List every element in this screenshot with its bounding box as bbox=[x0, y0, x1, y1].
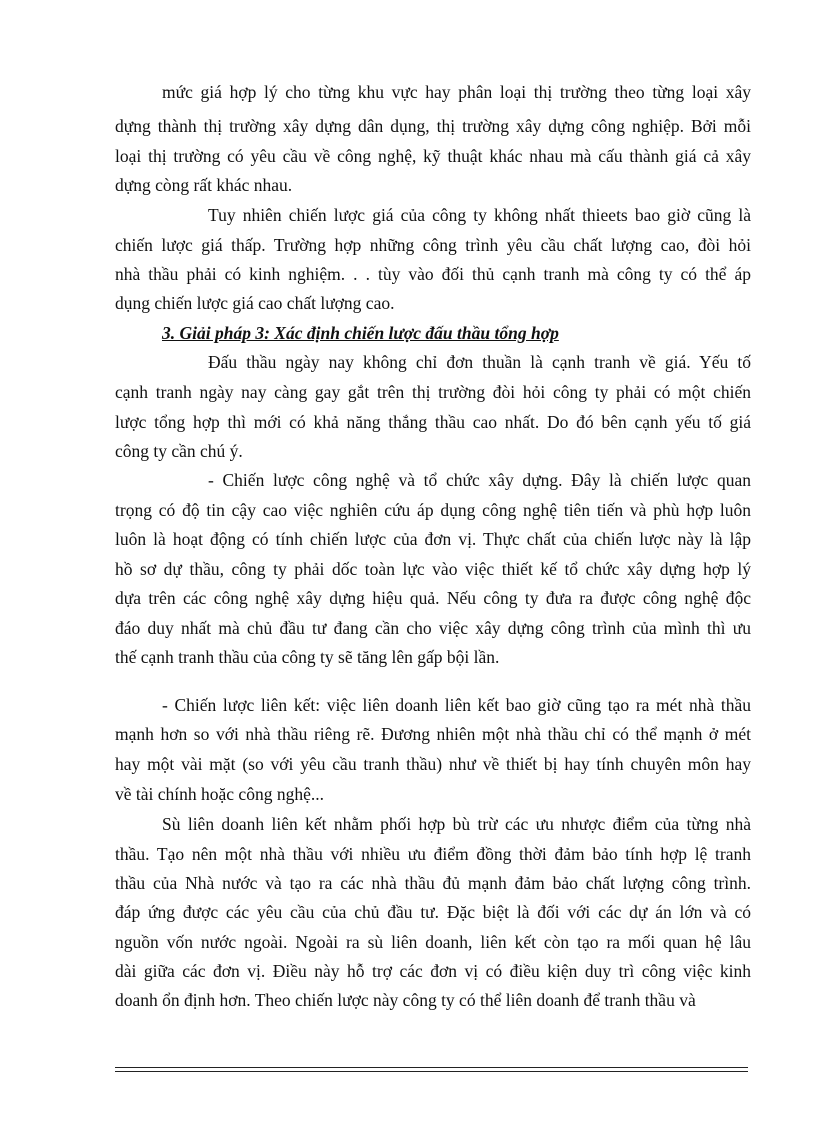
footer-rule bbox=[115, 1067, 748, 1068]
body-line: hay một vài mặt (so với yêu cầu tranh thầu) như về thiết bị hay tính chuyên môn hay bbox=[115, 754, 751, 774]
body-line: dựa trên các công nghệ xây dựng hiệu quả. Nếu công ty đưa ra được công nghệ độc bbox=[115, 588, 751, 608]
body-line: thế cạnh tranh thầu của công ty sẽ tăng lên gấp bội lần. bbox=[115, 647, 500, 667]
body-line: chiến lược giá thấp. Trường hợp những công trình yêu cầu chất lượng cao, đòi hỏi bbox=[115, 235, 751, 255]
body-line: thầu của Nhà nước và tạo ra các nhà thầu đủ mạnh đảm bảo chất lượng công trình. bbox=[115, 873, 751, 893]
footer-rule bbox=[115, 1071, 748, 1072]
body-line: dụng chiến lược giá cao chất lượng cao. bbox=[115, 293, 395, 313]
body-line: hồ sơ dự thầu, công ty phải dốc toàn lực vào việc thiết kế tổ chức xây dựng hợp lý bbox=[115, 559, 751, 579]
body-line: lược tổng hợp thì mới có khả năng thắng thầu cao nhất. Do đó bên cạnh yếu tố giá bbox=[115, 412, 751, 432]
body-line: Đấu thầu ngày nay không chỉ đơn thuần là cạnh tranh về giá. Yếu tố bbox=[208, 352, 751, 372]
body-line: nguồn vốn nước ngoài. Ngoài ra sù liên doanh, liên kết còn tạo ra mối quan hệ lâu bbox=[115, 932, 751, 952]
body-line: dựng còng rất khác nhau. bbox=[115, 175, 293, 195]
body-line: dài giữa các đơn vị. Điều này hỗ trợ các đơn vị có điều kiện duy trì công việc kinh bbox=[115, 961, 751, 981]
body-line: luôn là hoạt động có tính chiến lược của đơn vị. Thực chất của chiến lược này là lập bbox=[115, 529, 751, 549]
body-line: mức giá hợp lý cho từng khu vực hay phân loại thị trường theo từng loại xây bbox=[162, 82, 751, 102]
body-line: - Chiến lược công nghệ và tổ chức xây dựng. Đây là chiến lược quan bbox=[208, 470, 751, 490]
body-line: đáo duy nhất mà chủ đầu tư đang cần cho việc xây dựng công trình của mình thì ưu bbox=[115, 618, 751, 638]
body-line: - Chiến lược liên kết: việc liên doanh liên kết bao giờ cũng tạo ra mét nhà thầu bbox=[162, 695, 751, 715]
section-heading: 3. Giải pháp 3: Xác định chiến lược đấu thầu tổng hợp bbox=[162, 323, 559, 343]
body-line: loại thị trường có yêu cầu về công nghệ, kỹ thuật khác nhau mà cấu thành giá cả xây bbox=[115, 146, 751, 166]
body-line: cạnh tranh ngày nay càng gay gắt trên thị trường đòi hỏi công ty phải có một chiến bbox=[115, 382, 751, 402]
body-line: thầu. Tạo nên một nhà thầu với nhiều ưu điểm đồng thời đảm bảo tính hợp lệ tranh bbox=[115, 844, 751, 864]
body-line: Tuy nhiên chiến lược giá của công ty không nhất thieets bao giờ cũng là bbox=[208, 205, 751, 225]
body-line: nhà thầu phải có kinh nghiệm. . . tùy vào đối thủ cạnh tranh mà công ty có thể áp bbox=[115, 264, 751, 284]
body-line: Sù liên doanh liên kết nhằm phối hợp bù trừ các ưu nhược điểm của từng nhà bbox=[162, 814, 751, 834]
body-line: mạnh hơn so với nhà thầu riêng rẽ. Đương nhiên một nhà thầu chỉ có thể mạnh ở mét bbox=[115, 724, 751, 744]
body-line: trọng có độ tin cậy cao việc nghiên cứu áp dụng công nghệ tiên tiến và phù hợp luôn bbox=[115, 500, 751, 520]
body-line: đáp ứng được các yêu cầu của chủ đầu tư. Đặc biệt là đối với các dự án lớn và có bbox=[115, 902, 751, 922]
body-line: công ty cần chú ý. bbox=[115, 441, 243, 461]
body-line: doanh ổn định hơn. Theo chiến lược này công ty có thể liên doanh để tranh thầu và bbox=[115, 990, 696, 1010]
body-line: về tài chính hoặc công nghệ... bbox=[115, 784, 324, 804]
body-line: dựng thành thị trường xây dựng dân dụng, thị trường xây dựng công nghiệp. Bởi mỗi bbox=[115, 116, 751, 136]
